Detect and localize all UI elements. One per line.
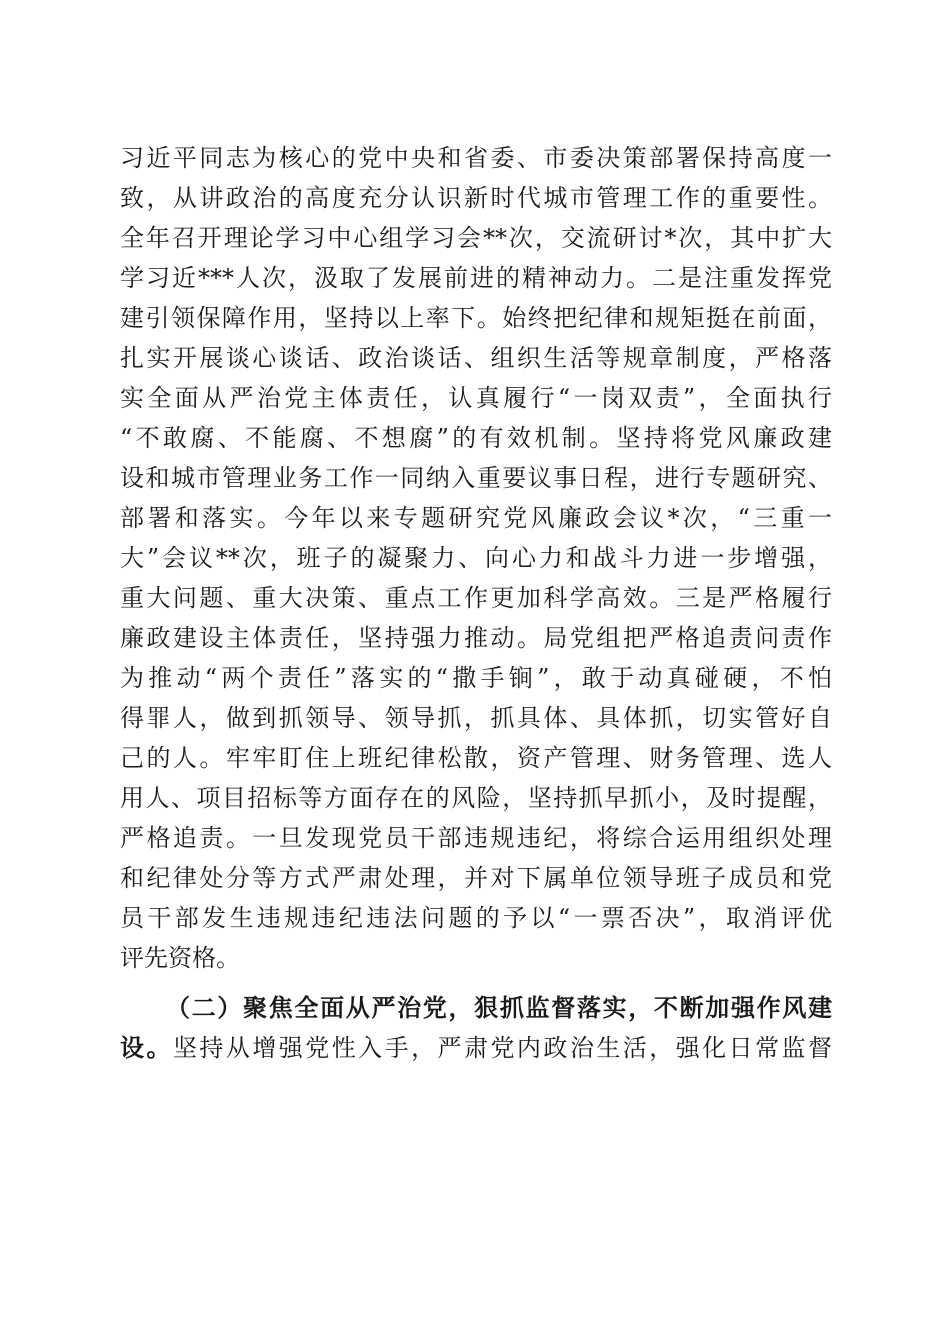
text-line: 全年召开理论学习中心组学习会**次，交流研讨*次，其中扩大	[120, 224, 832, 252]
text-line-rest: 坚持从增强党性入手，严肃党内政治生活，强化日常监督	[172, 1034, 832, 1062]
text-line: 重大问题、重大决策、重点工作更加科学高效。三是严格履行	[120, 584, 832, 612]
text-line: 实全面从严治党主体责任，认真履行“一岗双责”，全面执行	[120, 384, 832, 412]
text-line: 己的人。牢牢盯住上班纪律松散，资产管理、财务管理、选人	[120, 744, 832, 772]
text-line: 用人、项目招标等方面存在的风险，坚持抓早抓小，及时提醒，	[120, 784, 832, 812]
text-line: 严格追责。一旦发现党员干部违规违纪，将综合运用组织处理	[120, 824, 832, 852]
section-heading: （二）聚焦全面从严治党，狠抓监督落实，不断加强作风建	[166, 993, 832, 1022]
text-line: 廉政建设主体责任，坚持强力推动。局党组把严格追责问责作	[120, 624, 832, 652]
text-line: 评先资格。	[120, 944, 240, 972]
text-line: 为推动“两个责任”落实的“撒手锏”，敢于动真碰硬，不怕	[120, 664, 832, 692]
text-line: 和纪律处分等方式严肃处理，并对下属单位领导班子成员和党	[120, 864, 832, 892]
text-line: 习近平同志为核心的党中央和省委、市委决策部署保持高度一	[120, 144, 832, 172]
section-heading-tail: 设。	[120, 1033, 173, 1062]
text-line	[120, 1030, 832, 1066]
text-line: 扎实开展谈心谈话、政治谈话、组织生活等规章制度，严格落	[120, 344, 832, 372]
text-line: 致，从讲政治的高度充分认识新时代城市管理工作的重要性。	[120, 184, 832, 212]
text-line: 设和城市管理业务工作一同纳入重要议事日程，进行专题研究、	[120, 464, 832, 492]
text-line: 学习近***人次，汲取了发展前进的精神动力。二是注重发挥党	[120, 264, 832, 292]
text-line: “不敢腐、不能腐、不想腐”的有效机制。坚持将党风廉政建	[120, 424, 832, 452]
text-line: 得罪人，做到抓领导、领导抓，抓具体、具体抓，切实管好自	[120, 704, 832, 732]
text-line: 员干部发生违规违纪违法问题的予以“一票否决”，取消评优	[120, 904, 832, 932]
text-line: 大”会议**次，班子的凝聚力、向心力和战斗力进一步增强，	[120, 544, 832, 572]
text-line: 建引领保障作用，坚持以上率下。始终把纪律和规矩挺在前面，	[120, 304, 832, 332]
text-line: 部署和落实。今年以来专题研究党风廉政会议*次，“三重一	[120, 504, 832, 532]
